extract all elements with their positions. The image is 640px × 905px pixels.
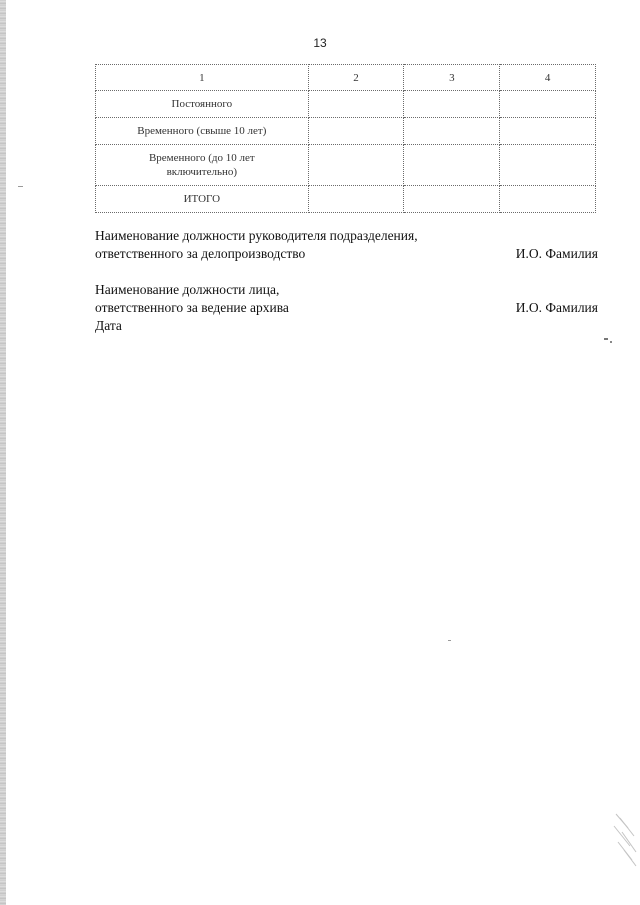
table-cell [308,91,404,118]
table-cell [500,186,596,213]
table-row [96,91,596,118]
table-row [96,145,596,186]
row-label-line: включительно) [166,166,238,178]
table-cell [500,91,596,118]
row-label-line: Временного (до 10 лет [148,152,255,164]
table-cell [404,145,500,186]
table-header-row [96,65,596,91]
table-row [96,118,596,145]
position-line: ответственного за делопроизводство [95,246,306,261]
table-row [96,186,596,213]
row-label-permanent: Постоянного [96,91,309,118]
table-cell [404,91,500,118]
scan-edge-artifact [0,0,6,905]
position-line: ответственного за ведение архива [95,300,289,315]
table-cell [308,118,404,145]
scan-noise-marks [612,808,638,872]
position-line: Наименование должности руководителя подразделения, [95,228,418,243]
signature-block-records-head [95,227,598,263]
signatory-name: И.О. Фамилия [515,300,598,315]
scan-speck [18,186,23,187]
table-header-cell: 4 [500,65,596,91]
table-cell [500,118,596,145]
signatory-name: И.О. Фамилия [515,246,598,261]
table-cell [404,186,500,213]
row-label-total: ИТОГО [96,186,309,213]
table-cell [500,145,596,186]
table-header-cell: 2 [308,65,404,91]
scan-speck [610,341,612,343]
table-cell [404,118,500,145]
page-number: 13 [313,36,327,50]
row-label-temporary-up-to-10 [96,145,309,186]
table-header-cell: 1 [96,65,309,91]
table-cell [308,186,404,213]
scan-speck [448,640,451,641]
row-label-temporary-over-10: Временного (свыше 10 лет) [96,118,309,145]
signature-block-archive-head [95,281,598,335]
archive-storage-table [95,64,596,213]
position-line: Наименование должности лица, [95,282,280,297]
table-header-cell: 3 [404,65,500,91]
table-cell [308,145,404,186]
scan-speck [604,338,608,340]
date-label: Дата [95,318,122,333]
